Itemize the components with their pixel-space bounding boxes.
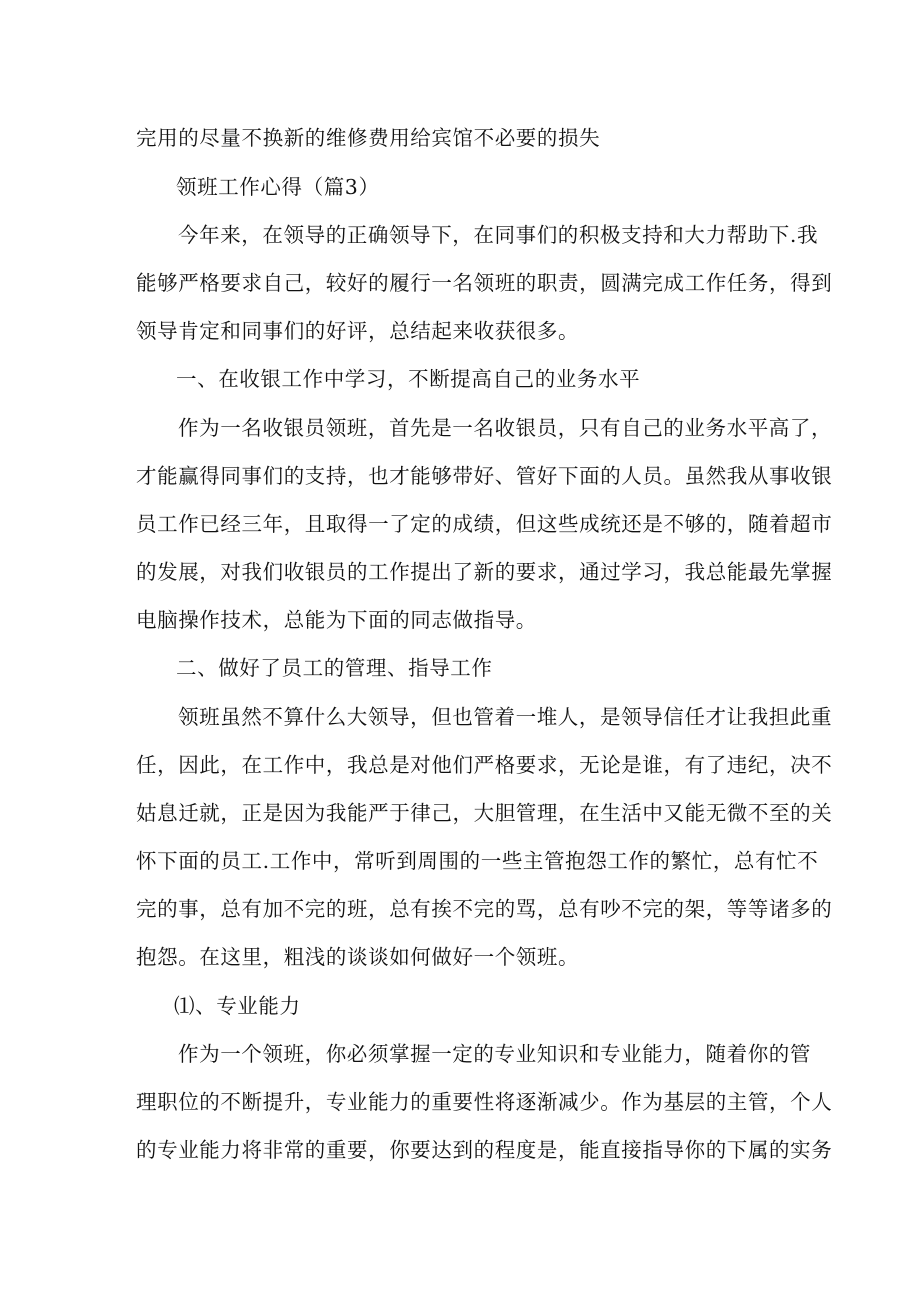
paragraph-line: 才能赢得同事们的支持，也才能够带好、管好下面的人员。虽然我从事收银 (136, 464, 833, 488)
paragraph-line: 作为一个领班，你必须掌握一定的专业知识和专业能力，随着你的管 (178, 1042, 811, 1066)
paragraph-line: 怀下面的员工.工作中，常听到周围的一些主管抱怨工作的繁忙，总有忙不 (136, 849, 819, 873)
paragraph-line: 领班虽然不算什么大领导，但也管着一堆人，是领导信任才让我担此重 (178, 705, 833, 729)
paragraph-line: 抱怨。在这里，粗浅的谈谈如何做好一个领班。 (136, 945, 580, 969)
paragraph-line: 的发展，对我们收银员的工作提出了新的要求，通过学习，我总能最先掌握 (136, 560, 833, 584)
heading-2: 二、做好了员工的管理、指导工作 (176, 656, 493, 680)
paragraph-line: 的专业能力将非常的重要，你要达到的程度是，能直接指导你的下属的实务 (136, 1138, 833, 1162)
paragraph-line: 电脑操作技术，总能为下面的同志做指导。 (136, 608, 537, 632)
heading-1: 一、在收银工作中学习，不断提高自己的业务水平 (176, 367, 641, 391)
paragraph-line: 员工作已经三年，且取得一了定的成绩，但这些成统还是不够的，随着超市 (136, 512, 833, 536)
paragraph-line: 姑息迁就，正是因为我能严于律己，大胆管理，在生活中又能无微不至的关 (136, 801, 833, 825)
text-line: 完用的尽量不换新的维修费用给宾馆不必要的损失 (136, 126, 601, 150)
heading-3: ⑴、专业能力 (174, 994, 301, 1018)
paragraph-line: 能够严格要求自己，较好的履行一名领班的职责，圆满完成工作任务，得到 (136, 271, 833, 295)
section-title: 领班工作心得（篇3） (176, 175, 380, 199)
paragraph-line: 作为一名收银员领班，首先是一名收银员，只有自己的业务水平高了， (178, 416, 833, 440)
paragraph-line: 任，因此，在工作中，我总是对他们严格要求，无论是谁，有了违纪，决不 (136, 753, 833, 777)
paragraph-line: 今年来，在领导的正确领导下，在同事们的积极支持和大力帮助下.我 (178, 223, 819, 247)
paragraph-line: 完的事，总有加不完的班，总有挨不完的骂，总有吵不完的架，等等诸多的 (136, 897, 833, 921)
paragraph-line: 领导肯定和同事们的好评，总结起来收获很多。 (136, 319, 580, 343)
paragraph-line: 理职位的不断提升，专业能力的重要性将逐渐减少。作为基层的主管，个人 (136, 1090, 833, 1114)
